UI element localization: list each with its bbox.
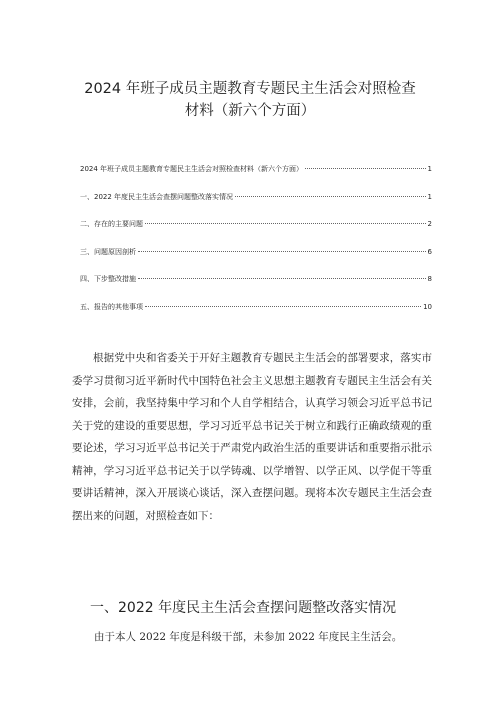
toc-entry-page: 8 (427, 275, 432, 283)
toc-entry-text: 五、报告的其他事项 (80, 302, 143, 311)
toc-entry-page: 6 (427, 247, 432, 256)
toc-leader-dots (138, 278, 426, 279)
toc-leader-dots (145, 223, 426, 224)
section1-heading: 一、2022 年度民主生活会查摆问题整改落实情况 (90, 600, 397, 616)
toc-entry[interactable] (80, 192, 432, 220)
toc-entry[interactable] (80, 274, 432, 302)
document-title-line1: 2024 年班子成员主题教育专题民主生活会对照检查 (84, 81, 416, 97)
toc-entry-page: 1 (427, 165, 432, 173)
toc-entry[interactable] (80, 164, 432, 192)
toc-entry-text: 四、下步整改措施 (80, 275, 136, 283)
toc-entry[interactable] (80, 302, 432, 330)
toc-entry-text: 一、2022 年度民主生活会查摆问题整改落实情况 (80, 192, 234, 201)
toc-entry-page: 2 (427, 220, 432, 228)
section1-paragraph: 由于本人 2022 年度是科级干部，未参加 2022 年度民主生活会。 (94, 631, 403, 643)
toc-entry-text: 三、问题原因剖析 (80, 247, 136, 256)
intro-paragraph: 根据党中央和省委关于开好主题教育专题民主生活会的部署要求，落实市委学习贯彻习近平新时代中国特色社会主义思想主题教育专题民主生活会有关安排，会前，我坚持集中学习和个人自学相结合，认真学习领会习近平总书记关于党的建设的重要思想，学习习近平总书记关于树立和践行正确政绩观的重要论述，学习习近平总书记关于严肃党内政治生活的重要讲话和重要指示批示精神，学习习近平总书记关于以学铸魂、以学增智、以学正风、以学促干等重要讲话精神，深入开展谈心谈话，深入查摆问题。现将本次专题民主生活会查摆出来的问题，对照检查如下： (72, 352, 432, 522)
toc-leader-dots (138, 251, 426, 252)
toc-leader-dots (145, 306, 421, 307)
document-title-line2: 材料（新六个方面） (184, 103, 316, 119)
toc-entry-page: 10 (423, 302, 432, 311)
toc-entry[interactable] (80, 247, 432, 275)
toc-entry[interactable] (80, 219, 432, 247)
toc-entry-page: 1 (427, 192, 432, 201)
toc-entry-text: 2024 年班子成员主题教育专题民主生活会对照检查材料（新六个方面） (80, 165, 304, 173)
table-of-contents (80, 164, 432, 329)
toc-leader-dots (235, 196, 425, 197)
toc-leader-dots (305, 168, 425, 169)
toc-entry-text: 二、存在的主要问题 (80, 220, 143, 228)
